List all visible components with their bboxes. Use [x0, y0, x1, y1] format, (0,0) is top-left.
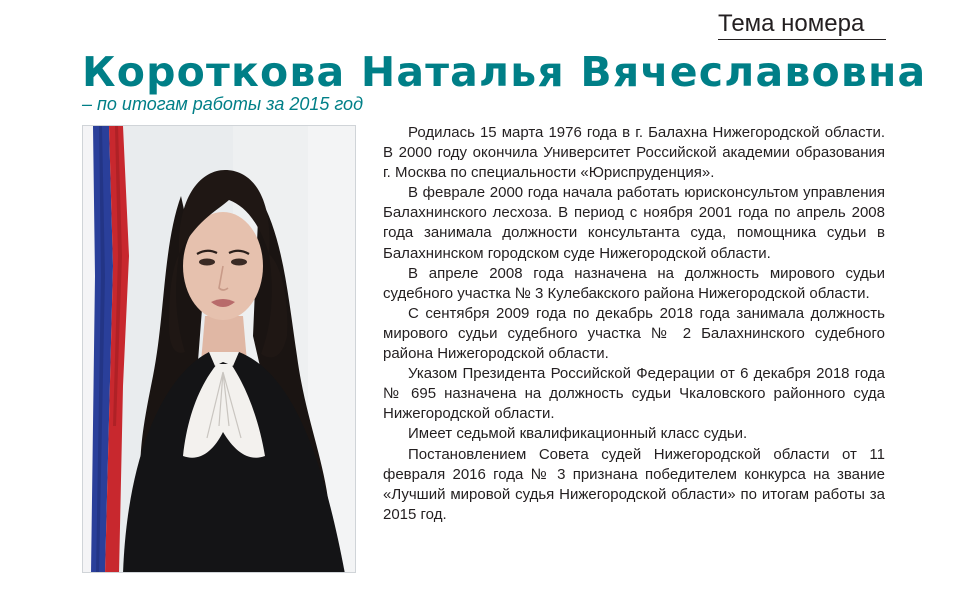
- portrait-photo: [82, 125, 356, 573]
- article-title: Короткова Наталья Вячеславовна: [82, 48, 927, 96]
- bio-paragraph: Родилась 15 марта 1976 года в г. Балахна Нижегородской области. В 2000 году окончила Университет Российской академии образования г. Москва по специальности «Юриспруденция».: [383, 124, 885, 182]
- article-subtitle: – по итогам работы за 2015 год: [82, 94, 364, 114]
- biography-text: [383, 123, 885, 525]
- section-label: Тема номера: [718, 10, 886, 40]
- bio-paragraph: В феврале 2000 года начала работать юрисконсультом управления Балахнинского лесхоза. В период с ноября 2001 года по апрель 2008 года занимала должности консультанта суда, помощника судьи в Балахнинском городском суде Нижегородской области.: [383, 184, 885, 262]
- bio-paragraph: В апреле 2008 года назначена на должность мирового судьи судебного участка № 3 Кулебакского района Нижегородской области.: [383, 264, 885, 302]
- bio-paragraph: Имеет седьмой квалификационный класс судьи.: [408, 425, 748, 443]
- bio-paragraph: Указом Президента Российской Федерации от 6 декабря 2018 года № 695 назначена на должность судьи Чкаловского районного суда Нижегородской области.: [383, 365, 885, 423]
- bio-paragraph: С сентября 2009 года по декабрь 2018 года занимала должность мирового судьи судебного участка № 2 Балахнинского судебного района Нижегородской области.: [383, 304, 885, 363]
- bio-paragraph: Постановлением Совета судей Нижегородской области от 11 февраля 2016 года № 3 признана победителем конкурса на звание «Лучший мировой судья Нижегородской области» по итогам работы за 2015 год.: [383, 445, 885, 523]
